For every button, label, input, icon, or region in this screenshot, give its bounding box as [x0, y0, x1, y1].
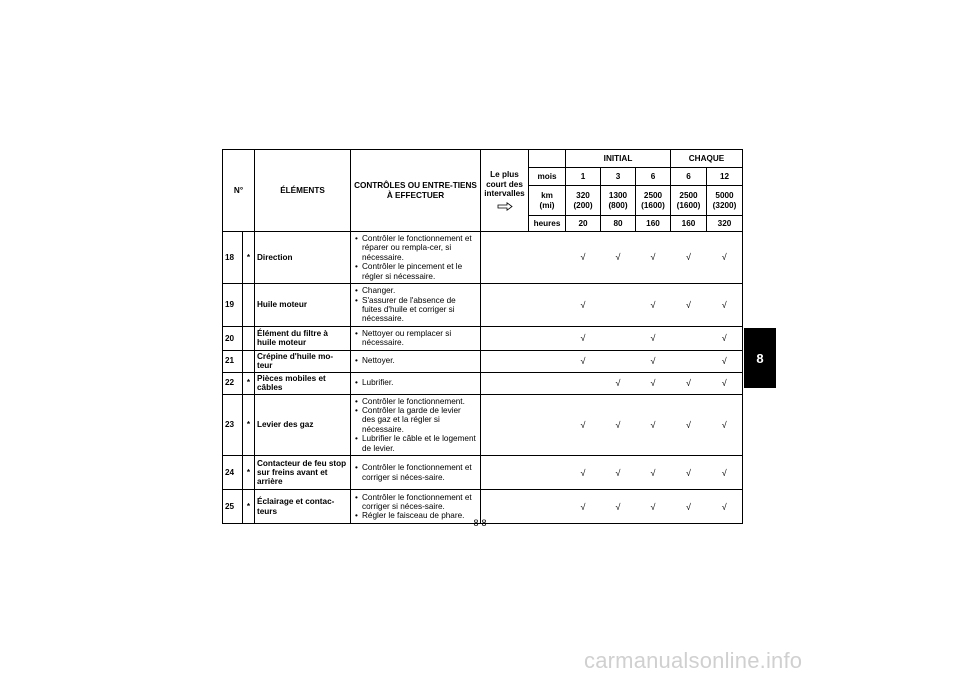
check-mark: √: [636, 372, 671, 394]
header-no: N°: [223, 150, 255, 232]
row-star: *: [243, 394, 255, 456]
check-item: • Contrôler le fonctionnement et réparer ou rempla-cer, si nécessaire.: [355, 234, 476, 262]
check-list: [355, 329, 476, 348]
row-number: 23: [223, 394, 243, 456]
row-checks: [351, 394, 481, 456]
check-list: [355, 286, 476, 324]
check-mark: √: [707, 284, 743, 327]
row-checks: [351, 232, 481, 284]
row-checks: [351, 350, 481, 372]
header-shortest-interval: [481, 150, 529, 232]
table-row: [223, 394, 743, 456]
row-element: Pièces mobiles et câbles: [255, 372, 351, 394]
check-mark: √: [707, 326, 743, 350]
check-mark: √: [566, 350, 601, 372]
blank-cell: [529, 284, 566, 327]
check-mark: √: [671, 394, 707, 456]
row-star: [243, 350, 255, 372]
row-element: Crépine d'huile mo-teur: [255, 350, 351, 372]
check-mark: [671, 350, 707, 372]
blank-cell: [481, 232, 529, 284]
km-value: 2500 (1600): [636, 186, 671, 216]
header-corner: [529, 150, 566, 168]
row-star: *: [243, 456, 255, 490]
header-checks: CONTRÔLES OU ENTRE-TIENS À EFFECTUER: [351, 150, 481, 232]
check-mark: √: [671, 490, 707, 524]
check-mark: √: [707, 456, 743, 490]
km-label: km (mi): [529, 186, 566, 216]
table-row: [223, 350, 743, 372]
check-mark: √: [566, 232, 601, 284]
check-mark: √: [636, 284, 671, 327]
arrow-right-icon: [497, 202, 513, 211]
heures-value: 80: [601, 216, 636, 232]
check-list: [355, 397, 476, 454]
table-row: [223, 456, 743, 490]
row-number: 21: [223, 350, 243, 372]
check-list: [355, 378, 476, 387]
blank-cell: [529, 350, 566, 372]
check-item: • Lubrifier le câble et le logement de levier.: [355, 434, 476, 453]
blank-cell: [529, 372, 566, 394]
blank-cell: [481, 456, 529, 490]
header-shortest-label: Le plus court des intervalles: [484, 170, 525, 199]
check-mark: [601, 350, 636, 372]
heures-value: 160: [636, 216, 671, 232]
check-mark: √: [671, 456, 707, 490]
row-number: 18: [223, 232, 243, 284]
row-star: *: [243, 232, 255, 284]
mois-value: 1: [566, 168, 601, 186]
row-element: Éclairage et contac-teurs: [255, 490, 351, 524]
header-chaque: CHAQUE: [671, 150, 743, 168]
check-mark: √: [707, 350, 743, 372]
check-mark: √: [707, 232, 743, 284]
check-mark: √: [566, 490, 601, 524]
blank-cell: [481, 284, 529, 327]
check-mark: √: [636, 350, 671, 372]
km-value: 1300 (800): [601, 186, 636, 216]
check-mark: [671, 326, 707, 350]
table-row: [223, 326, 743, 350]
km-value: 5000 (3200): [707, 186, 743, 216]
check-mark: √: [636, 326, 671, 350]
row-number: 22: [223, 372, 243, 394]
check-item: • Changer.: [355, 286, 476, 295]
row-number: 20: [223, 326, 243, 350]
blank-cell: [529, 490, 566, 524]
check-mark: [601, 326, 636, 350]
mois-value: 3: [601, 168, 636, 186]
row-element: Levier des gaz: [255, 394, 351, 456]
check-list: [355, 356, 476, 365]
check-mark: √: [707, 372, 743, 394]
check-mark: √: [601, 394, 636, 456]
check-mark: √: [671, 284, 707, 327]
check-mark: [566, 372, 601, 394]
mois-value: 12: [707, 168, 743, 186]
check-mark: √: [636, 394, 671, 456]
blank-cell: [529, 394, 566, 456]
check-item: • Contrôler le fonctionnement et corriger si néces-saire.: [355, 463, 476, 482]
chapter-tab: 8: [744, 328, 776, 388]
check-mark: √: [671, 372, 707, 394]
table-row: [223, 372, 743, 394]
check-item: • S'assurer de l'absence de fuites d'huile et corriger si nécessaire.: [355, 296, 476, 324]
check-mark: √: [566, 326, 601, 350]
heures-label: heures: [529, 216, 566, 232]
check-mark: √: [601, 490, 636, 524]
row-element: Élément du filtre à huile moteur: [255, 326, 351, 350]
maintenance-table: [222, 149, 743, 524]
check-mark: √: [566, 284, 601, 327]
check-mark: √: [707, 490, 743, 524]
check-mark: √: [601, 372, 636, 394]
table-row: [223, 284, 743, 327]
check-item: • Contrôler le pincement et le régler si nécessaire.: [355, 262, 476, 281]
check-item: • Nettoyer.: [355, 356, 476, 365]
blank-cell: [481, 326, 529, 350]
check-mark: √: [601, 232, 636, 284]
check-item: • Contrôler le fonctionnement et corriger si néces-saire.: [355, 493, 476, 512]
row-element: Contacteur de feu stop sur freins avant et arrière: [255, 456, 351, 490]
row-checks: [351, 456, 481, 490]
heures-value: 160: [671, 216, 707, 232]
check-mark: √: [707, 394, 743, 456]
check-mark: [601, 284, 636, 327]
heures-value: 320: [707, 216, 743, 232]
blank-cell: [481, 372, 529, 394]
check-list: [355, 463, 476, 482]
check-list: [355, 234, 476, 281]
row-star: *: [243, 490, 255, 524]
row-number: 19: [223, 284, 243, 327]
blank-cell: [481, 394, 529, 456]
blank-cell: [529, 232, 566, 284]
row-star: [243, 284, 255, 327]
check-list: [355, 493, 476, 521]
mois-label: mois: [529, 168, 566, 186]
header-initial: INITIAL: [566, 150, 671, 168]
row-checks: [351, 284, 481, 327]
row-number: 25: [223, 490, 243, 524]
row-checks: [351, 326, 481, 350]
header-elements: ÉLÉMENTS: [255, 150, 351, 232]
page-number: 8-8: [473, 518, 487, 528]
check-mark: √: [671, 232, 707, 284]
mois-value: 6: [636, 168, 671, 186]
row-star: [243, 326, 255, 350]
check-mark: √: [566, 394, 601, 456]
check-item: • Contrôler la garde de levier des gaz et la régler si nécessaire.: [355, 406, 476, 434]
km-value: 320 (200): [566, 186, 601, 216]
check-item: • Contrôler le fonctionnement.: [355, 397, 476, 406]
table-row: [223, 232, 743, 284]
row-checks: [351, 372, 481, 394]
check-mark: √: [636, 232, 671, 284]
blank-cell: [481, 350, 529, 372]
check-item: • Régler le faisceau de phare.: [355, 511, 476, 520]
row-element: Direction: [255, 232, 351, 284]
check-mark: √: [566, 456, 601, 490]
row-star: *: [243, 372, 255, 394]
check-item: • Lubrifier.: [355, 378, 476, 387]
blank-cell: [529, 456, 566, 490]
blank-cell: [529, 326, 566, 350]
check-mark: √: [636, 490, 671, 524]
mois-value: 6: [671, 168, 707, 186]
check-mark: √: [601, 456, 636, 490]
heures-value: 20: [566, 216, 601, 232]
row-element: Huile moteur: [255, 284, 351, 327]
check-mark: √: [636, 456, 671, 490]
watermark: carmanualsonline.info: [584, 648, 803, 673]
row-checks: [351, 490, 481, 524]
km-value: 2500 (1600): [671, 186, 707, 216]
check-item: • Nettoyer ou remplacer si nécessaire.: [355, 329, 476, 348]
row-number: 24: [223, 456, 243, 490]
